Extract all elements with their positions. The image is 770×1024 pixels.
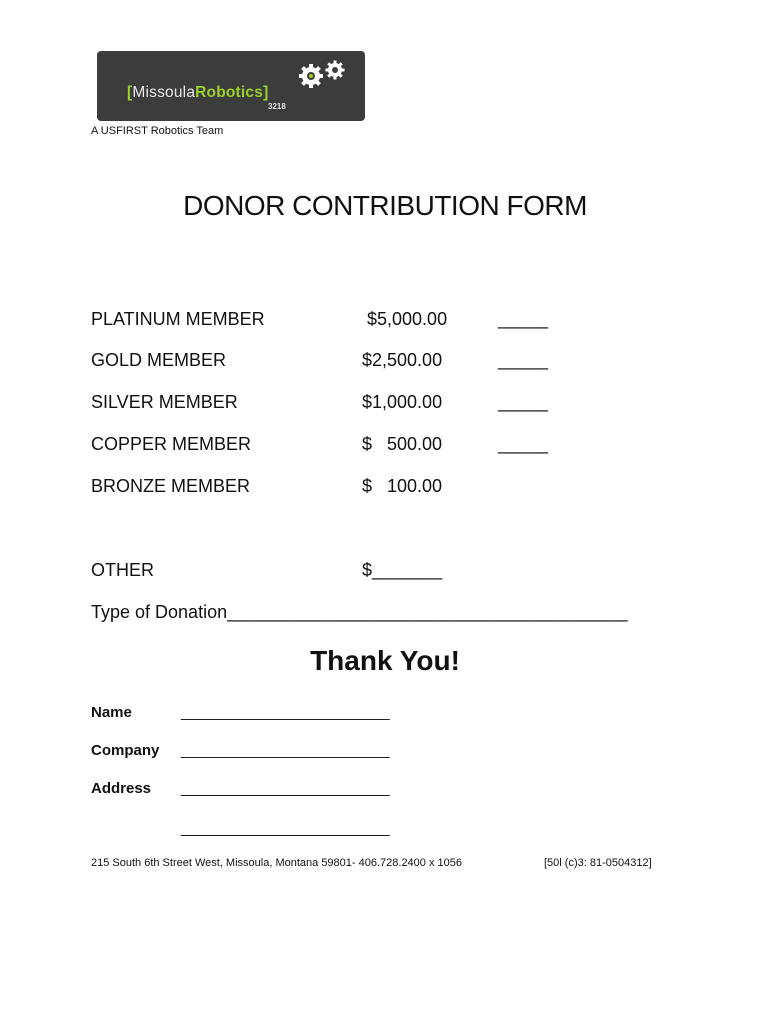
other-row [91, 560, 443, 581]
address-field [91, 780, 390, 797]
other-amount-field[interactable]: $_______ [362, 560, 443, 580]
gears-icon [293, 57, 357, 89]
footer-tax-id: [50l (c)3: 81-0504312] [544, 857, 652, 869]
tier-amount: $2,500.00 [362, 350, 443, 370]
address-input-line[interactable]: _________________________ [181, 780, 390, 797]
page-title: DONOR CONTRIBUTION FORM [183, 190, 587, 221]
footer-address: 215 South 6th Street West, Missoula, Montana 59801- 406.728.2400 x 1056 [91, 857, 462, 869]
thank-you-heading: Thank You! [310, 645, 460, 676]
address-line-2-input[interactable]: _________________________ [181, 820, 390, 837]
team-logo [97, 51, 365, 121]
logo-team-number: 3218 [268, 102, 286, 111]
other-label: OTHER [91, 560, 154, 580]
field-label: Name [91, 704, 132, 721]
tier-amount: $ 500.00 [362, 434, 443, 454]
donation-type-field[interactable]: Type of Donation________________________________________ [91, 602, 628, 622]
tier-checkbox-blank[interactable]: _____ [498, 434, 549, 454]
field-label: Address [91, 780, 152, 797]
tier-checkbox-blank[interactable]: _____ [498, 392, 549, 412]
tier-amount: $1,000.00 [362, 392, 443, 412]
tier-name: SILVER MEMBER [91, 392, 238, 412]
name-input-line[interactable]: _________________________ [181, 704, 390, 721]
company-input-line[interactable]: _________________________ [181, 742, 390, 759]
tier-name: PLATINUM MEMBER [91, 309, 265, 329]
tier-name: COPPER MEMBER [91, 434, 252, 454]
tier-checkbox-blank[interactable]: _____ [498, 309, 549, 329]
field-label: Company [91, 742, 160, 759]
tagline: A USFIRST Robotics Team [91, 125, 224, 137]
tier-amount: $ 100.00 [362, 476, 443, 496]
tier-checkbox-blank[interactable]: _____ [498, 350, 549, 370]
company-field [91, 742, 390, 759]
name-field [91, 704, 390, 721]
tier-name: GOLD MEMBER [91, 350, 227, 370]
logo-wordmark: [MissoulaRobotics] [127, 84, 269, 101]
tier-name: BRONZE MEMBER [91, 476, 251, 496]
tier-amount: $5,000.00 [362, 309, 448, 329]
